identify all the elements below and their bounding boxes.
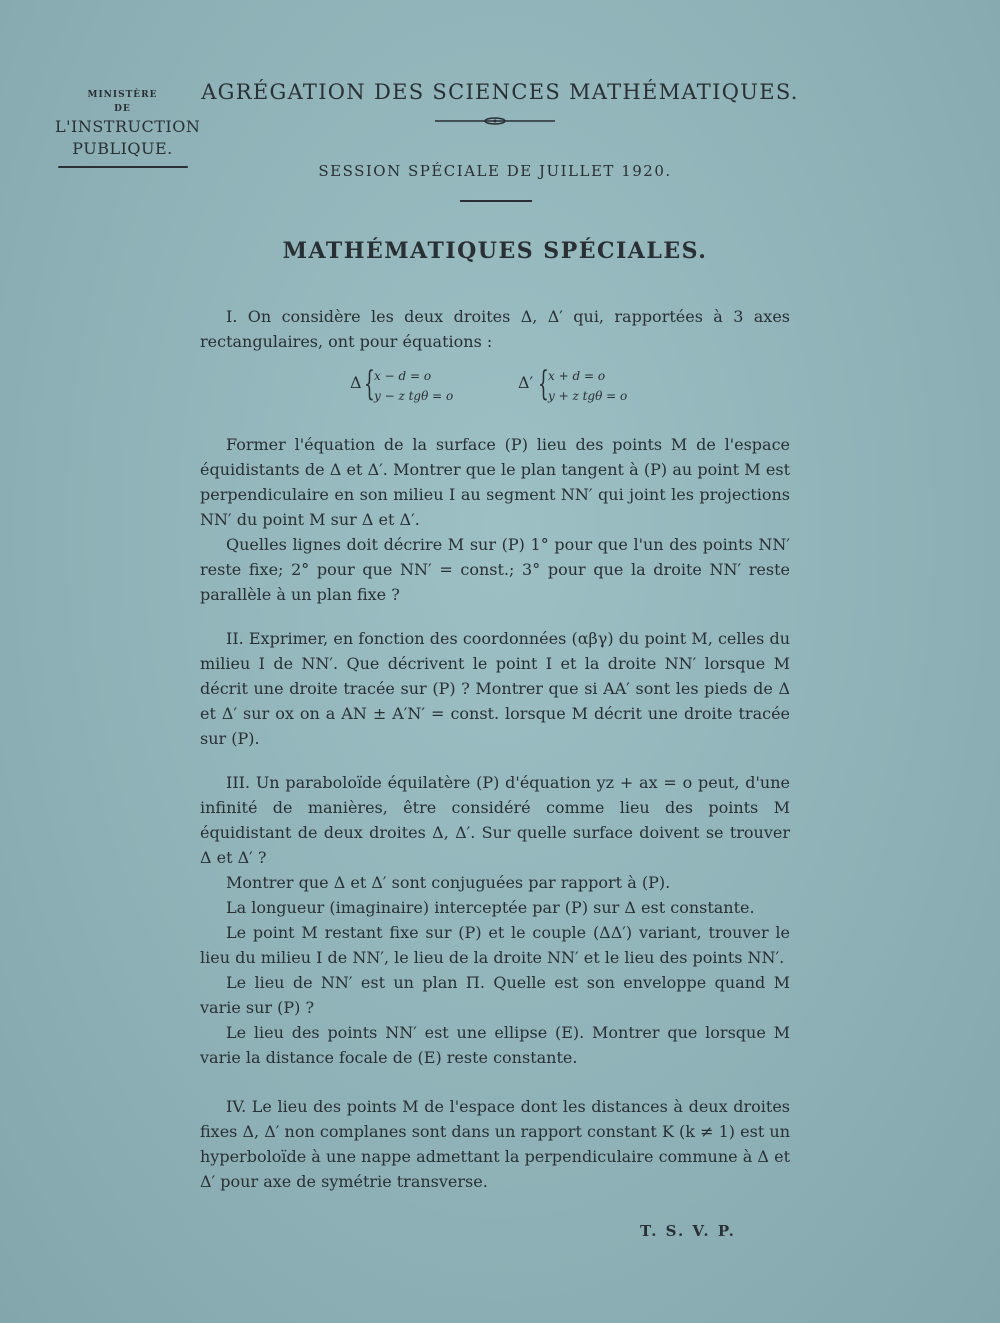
equation-delta-prime-symbol: Δ′ <box>518 373 534 392</box>
part-1-paragraph-3: Quelles lignes doit décrire M sur (P) 1° pour que l'un des points NN′ reste fixe; 2° pour que NN′ = const.; 3° pour que la droite NN′ reste parallèle à un plan fixe ? <box>200 535 790 604</box>
session-subtitle: SESSION SPÉCIALE DE JUILLET 1920. <box>318 162 672 180</box>
ministry-stamp <box>55 88 201 168</box>
ornament-divider <box>435 116 555 126</box>
part-2-paragraph-1: II. Exprimer, en fonction des coordonnées (αβγ) du point M, celles du milieu I de NN′. Que décrivent le point I et la droite NN′ lorsque M décrit une droite tracée sur (P) ? Montrer que si AA′ sont les pieds de Δ et Δ′ sur ox on a AN ± A′N′ = const. lorsque M décrit une droite tracée sur (P). <box>200 629 790 748</box>
equation-delta-line-2: y − z tgθ = o <box>374 389 454 403</box>
part-3-paragraph-3: La longueur (imaginaire) interceptée par (P) sur Δ est constante. <box>226 898 755 917</box>
part-3-paragraph-4: Le point M restant fixe sur (P) et le couple (ΔΔ′) variant, trouver le lieu du milieu I de NN′, le lieu de la droite NN′ et le lieu des points NN′. <box>200 923 790 967</box>
part-3-paragraph-6: Le lieu des points NN′ est une ellipse (E). Montrer que lorsque M varie la distance focale de (E) reste constante. <box>200 1023 790 1067</box>
session-divider <box>460 200 532 202</box>
part-3-paragraph-2: Montrer que Δ et Δ′ sont conjuguées par rapport à (P). <box>226 873 671 892</box>
part-3-paragraph-5: Le lieu de NN′ est un plan Π. Quelle est son enveloppe quand M varie sur (P) ? <box>200 973 790 1017</box>
ministry-line-4: PUBLIQUE. <box>72 139 173 158</box>
equations-block <box>350 364 650 408</box>
page-title: AGRÉGATION DES SCIENCES MATHÉMATIQUES. <box>201 80 799 104</box>
part-1-intro <box>200 304 790 354</box>
part-3-paragraph-1: III. Un paraboloïde équilatère (P) d'équation yz + ax = o peut, d'une infinité de manières, être considéré comme lieu des points M équidistant de deux droites Δ, Δ′. Sur quelle surface doivent se trouver Δ et Δ′ ? <box>200 773 790 867</box>
part-3-body <box>200 770 790 1070</box>
ministry-line-2: DE <box>114 104 131 114</box>
turn-page-note: T. S. V. P. <box>640 1222 736 1240</box>
part-4-paragraph-1: IV. Le lieu des points M de l'espace dont les distances à deux droites fixes Δ, Δ′ non complanes sont dans un rapport constant K (k ≠ 1) est un hyperboloïde à une nappe admettant la perpendiculaire commune à Δ et Δ′ pour axe de symétrie transverse. <box>200 1097 790 1191</box>
part-1-body <box>200 432 790 607</box>
brace-glyph: { <box>538 364 549 404</box>
subject-heading: MATHÉMATIQUES SPÉCIALES. <box>282 238 708 264</box>
ministry-line-3: L'INSTRUCTION <box>55 117 201 136</box>
equation-delta-symbol: Δ <box>350 373 362 392</box>
equation-delta-line-1: x − d = o <box>374 369 432 383</box>
part-1-paragraph-2: Former l'équation de la surface (P) lieu des points M de l'espace équidistants de Δ et Δ′. Montrer que le plan tangent à (P) au point M est perpendiculaire en son milieu I au segment NN′ qui joint les projections NN′ du point M sur Δ et Δ′. <box>200 435 790 529</box>
ministry-underline <box>58 166 188 168</box>
part-4-body <box>200 1094 790 1194</box>
equation-delta-prime-line-1: x + d = o <box>548 369 606 383</box>
equation-delta-prime-lines <box>548 366 627 406</box>
equation-delta-lines <box>374 366 453 406</box>
part-1-intro-text: I. On considère les deux droites Δ, Δ′ qui, rapportées à 3 axes rectangulaires, ont pour équations : <box>200 307 790 351</box>
equation-delta-prime-line-2: y + z tgθ = o <box>548 389 628 403</box>
part-2-body <box>200 626 790 751</box>
ministry-line-1: MINISTÈRE <box>87 90 158 100</box>
brace-glyph: { <box>364 364 375 404</box>
